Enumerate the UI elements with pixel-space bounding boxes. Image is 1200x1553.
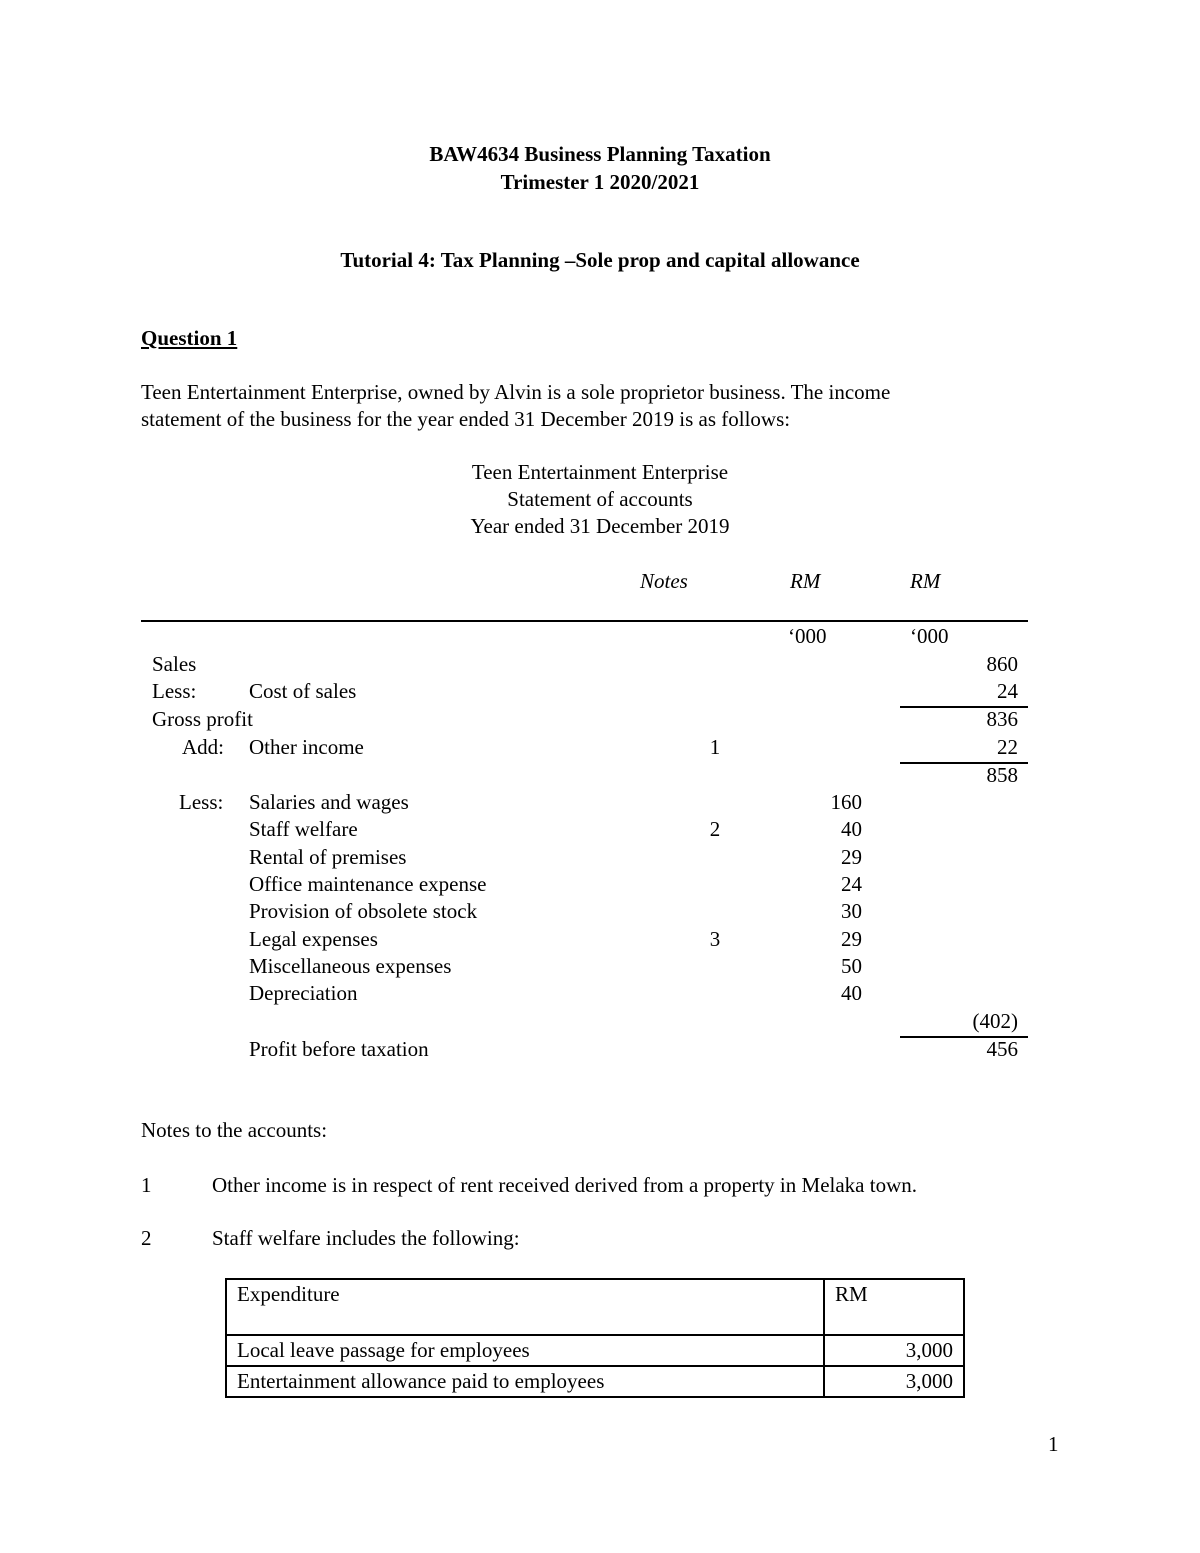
expense-label: Provision of obsolete stock [249,899,478,923]
value-profit-before-tax: 456 [986,1037,1018,1061]
table-header-cell: Expenditure [226,1279,824,1335]
note-number: 2 [141,1226,152,1250]
subtotal-rule [900,1036,1028,1038]
note-ref: 1 [709,735,721,759]
expense-value: 40 [841,981,862,1005]
unit-label-2: ‘000 [910,624,949,648]
value-cost-of-sales: 24 [997,679,1018,703]
value-gross-profit: 836 [986,707,1018,731]
row-label-profit-before-tax: Profit before taxation [249,1037,429,1061]
prefix-add: Add: [182,735,224,759]
term-title: Trimester 1 2020/2021 [500,170,700,194]
intro-line-2: statement of the business for the year ended 31 December 2019 is as follows: [141,407,791,431]
notes-heading: Notes to the accounts: [141,1118,328,1142]
expense-value: 24 [841,872,862,896]
expense-label: Legal expenses [249,927,378,951]
expense-value: 40 [841,817,862,841]
table-header-row [226,1279,964,1335]
note-number: 1 [141,1173,152,1197]
expense-value: 30 [841,899,862,923]
staff-welfare-table [225,1278,965,1398]
page-number: 1 [1048,1432,1059,1456]
table-row [226,1335,964,1366]
row-label-cost-of-sales: Cost of sales [249,679,357,703]
table-row [226,1366,964,1397]
value-total-expenses: (402) [972,1009,1018,1033]
expense-label: Staff welfare [249,817,358,841]
unit-label-1: ‘000 [788,624,827,648]
course-title: BAW4634 Business Planning Taxation [429,142,771,166]
notes-column-header: Notes [640,569,688,593]
expense-label: Depreciation [249,981,358,1005]
value-subtotal: 858 [986,763,1018,787]
row-label-gross-profit: Gross profit [152,707,253,731]
note-ref: 2 [709,817,721,841]
tutorial-title: Tutorial 4: Tax Planning –Sole prop and capital allowance [340,248,860,272]
question-heading: Question 1 [141,326,238,350]
table-cell-amount: 3,000 [824,1335,964,1366]
expense-label: Salaries and wages [249,790,409,814]
header-rule [141,620,1028,622]
subtotal-rule [900,706,1028,708]
expense-label: Office maintenance expense [249,872,487,896]
row-label-other-income: Other income [249,735,364,759]
expense-value: 160 [830,790,862,814]
statement-period: Year ended 31 December 2019 [470,514,730,538]
table-cell-item: Entertainment allowance paid to employees [226,1366,824,1397]
value-other-income: 22 [997,735,1018,759]
table-cell-item: Local leave passage for employees [226,1335,824,1366]
note-text: Staff welfare includes the following: [212,1226,520,1250]
note-ref: 3 [709,927,721,951]
expense-label: Rental of premises [249,845,407,869]
prefix-less: Less: [152,679,197,703]
note-text: Other income is in respect of rent received derived from a property in Melaka town. [212,1173,917,1197]
table-header-cell: RM [824,1279,964,1335]
statement-subtitle: Statement of accounts [507,487,693,511]
rm-column-header-1: RM [790,569,821,593]
expense-value: 29 [841,845,862,869]
prefix-less-expenses: Less: [179,790,224,814]
statement-title: Teen Entertainment Enterprise [471,460,729,484]
subtotal-rule [900,762,1028,764]
expense-value: 50 [841,954,862,978]
row-label-sales: Sales [152,652,197,676]
value-sales: 860 [986,652,1018,676]
table-cell-amount: 3,000 [824,1366,964,1397]
expense-label: Miscellaneous expenses [249,954,452,978]
expense-value: 29 [841,927,862,951]
intro-line-1: Teen Entertainment Enterprise, owned by Alvin is a sole proprietor business. The income [141,380,891,404]
rm-column-header-2: RM [910,569,941,593]
